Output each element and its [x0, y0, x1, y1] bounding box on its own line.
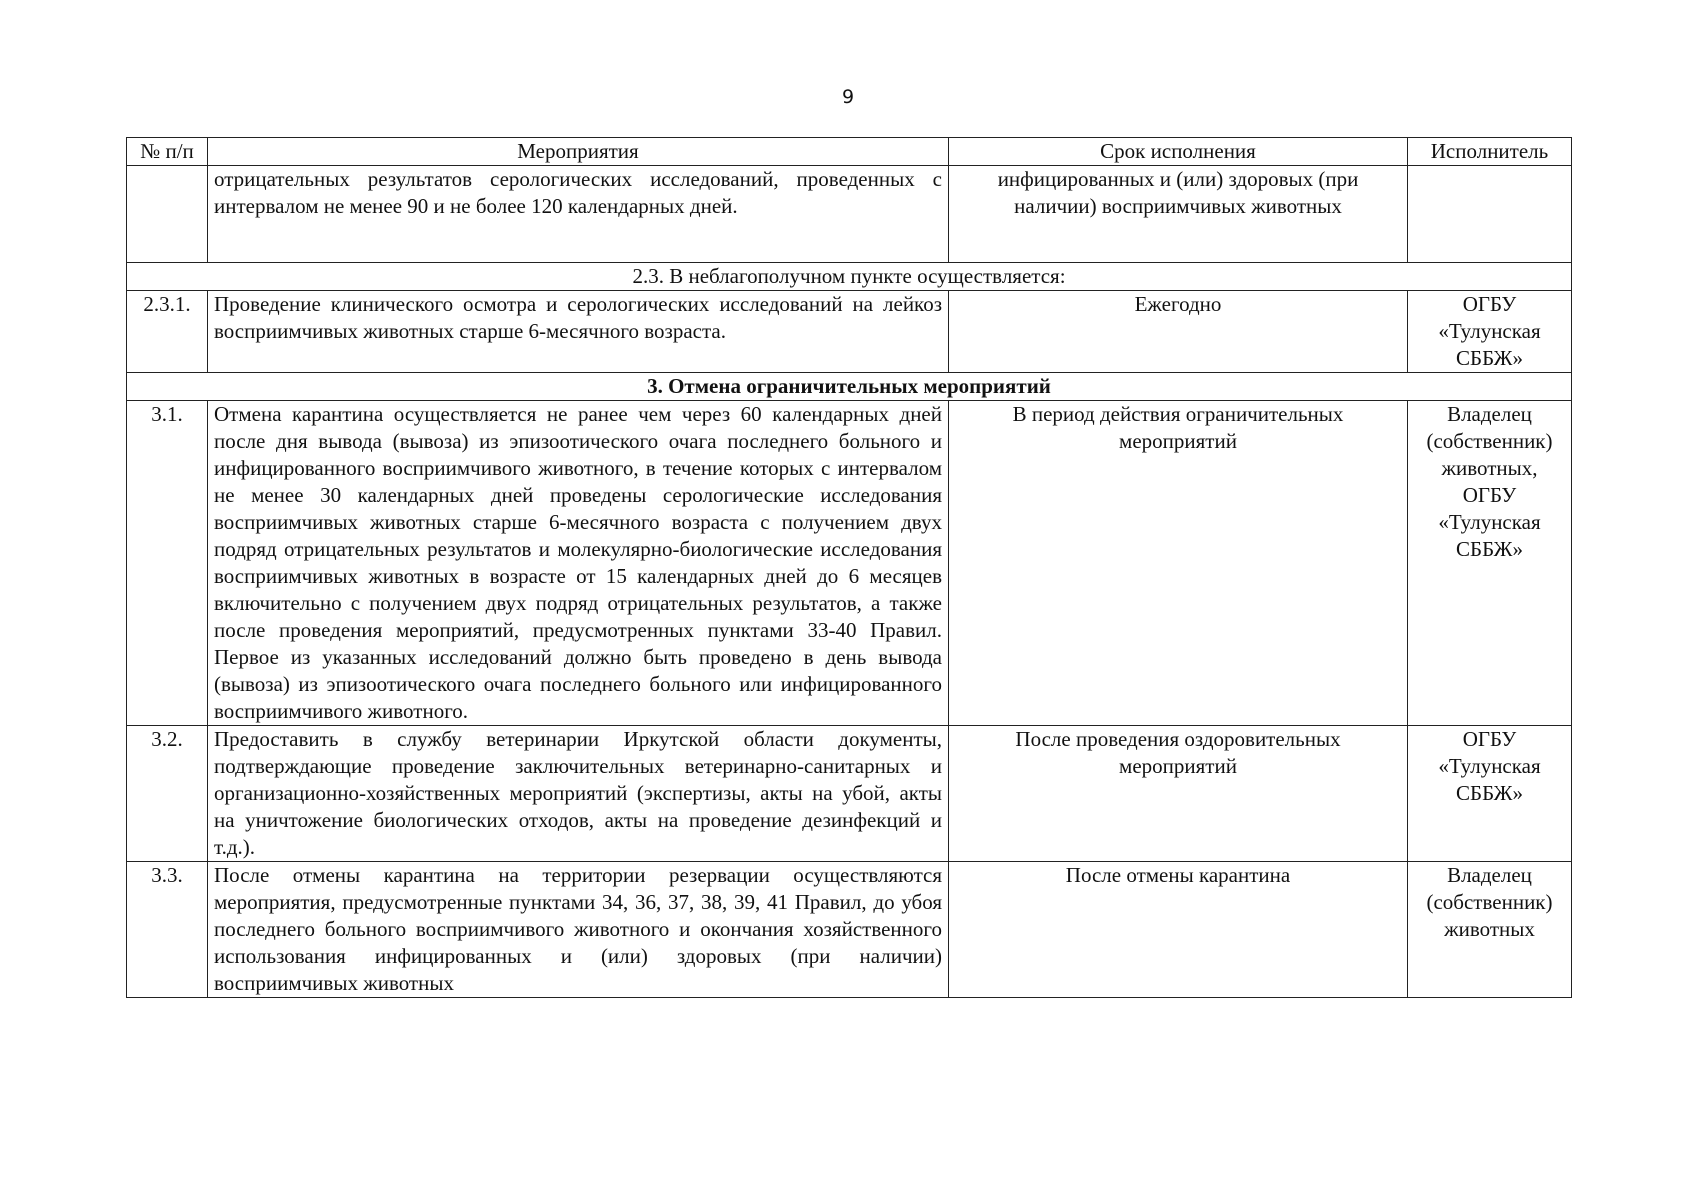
row-executor: ОГБУ «Тулунская СББЖ» [1408, 291, 1572, 373]
table-header-row [127, 138, 1572, 166]
section-row [127, 263, 1572, 291]
table-row [127, 166, 1572, 263]
row-term: После отмены карантина [949, 862, 1408, 998]
table-row [127, 726, 1572, 862]
row-num: 3.3. [127, 862, 208, 998]
row-num: 3.2. [127, 726, 208, 862]
table-row [127, 291, 1572, 373]
row-event: Предоставить в службу ветеринарии Иркутской области документы, подтверждающие проведение заключительных ветеринарно-санитарных и организационно-хозяйственных мероприятий (экспертизы, акты на убой, акты на уничтожение биологических отходов, акты на проведение дезинфекций и т.д.). [208, 726, 949, 862]
row-executor: ОГБУ «Тулунская СББЖ» [1408, 726, 1572, 862]
row-event: отрицательных результатов серологических исследований, проведенных с интервалом не менее 90 и не более 120 календарных дней. [208, 166, 949, 263]
row-term: инфицированных и (или) здоровых (при наличии) восприимчивых животных [949, 166, 1408, 263]
section-3-heading: 3. Отмена ограничительных мероприятий [127, 373, 1572, 401]
row-term: Ежегодно [949, 291, 1408, 373]
row-event: Отмена карантина осуществляется не ранее чем через 60 календарных дней после дня вывода (вывоза) из эпизоотического очага последнего больного и инфицированного восприимчивого животного, в течение которых с интервалом не менее 30 календарных дней проведены серологические исследования восприимчивых животных старше 6-месячного возраста с получением двух подряд отрицательных результатов и молекулярно-биологические исследования восприимчивых животных в возрасте от 15 календарных дней до 6 месяцев включительно с получением двух подряд отрицательных результатов, а также после проведения мероприятий, предусмотренных пунктами 33-40 Правил. Первое из указанных исследований должно быть проведено в день вывода (вывоза) из эпизоотического очага последнего больного или инфицированного восприимчивого животного. [208, 401, 949, 726]
row-executor: Владелец (собственник) животных, ОГБУ «Тулунская СББЖ» [1408, 401, 1572, 726]
row-event: Проведение клинического осмотра и серологических исследований на лейкоз восприимчивых животных старше 6-месячного возраста. [208, 291, 949, 373]
section-2-3-heading: 2.3. В неблагополучном пункте осуществляется: [127, 263, 1572, 291]
section-row [127, 373, 1572, 401]
row-num: 2.3.1. [127, 291, 208, 373]
table-row [127, 862, 1572, 998]
measures-table [126, 137, 1572, 998]
row-executor [1408, 166, 1572, 263]
header-term: Срок исполнения [949, 138, 1408, 166]
row-num [127, 166, 208, 263]
page-number: 9 [841, 86, 855, 108]
header-executor: Исполнитель [1408, 138, 1572, 166]
row-term: В период действия ограничительных мероприятий [949, 401, 1408, 726]
row-num: 3.1. [127, 401, 208, 726]
header-num: № п/п [127, 138, 208, 166]
table-row [127, 401, 1572, 726]
header-event: Мероприятия [208, 138, 949, 166]
row-event: После отмены карантина на территории резервации осуществляются мероприятия, предусмотренные пунктами 34, 36, 37, 38, 39, 41 Правил, до убоя последнего больного восприимчивого животного и окончания хозяйственного использования инфицированных и (или) здоровых (при наличии) восприимчивых животных [208, 862, 949, 998]
row-executor: Владелец (собственник) животных [1408, 862, 1572, 998]
row-term: После проведения оздоровительных мероприятий [949, 726, 1408, 862]
